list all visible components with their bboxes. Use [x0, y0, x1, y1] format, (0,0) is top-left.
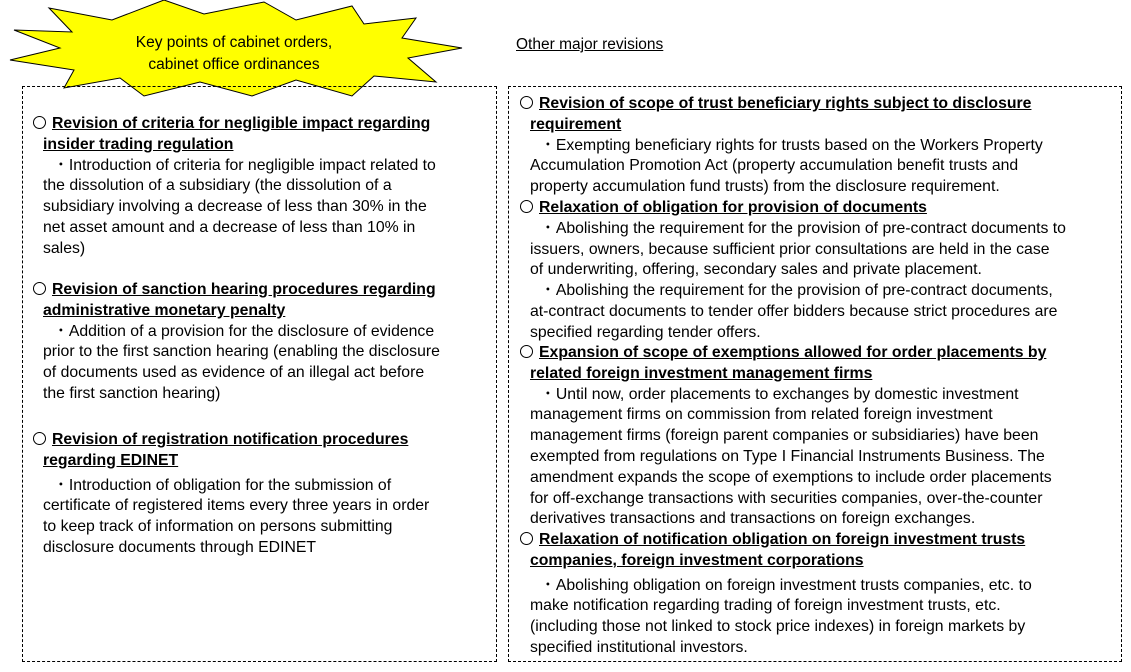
circle-bullet-icon [33, 282, 46, 295]
section-heading: Revision of scope of trust beneficiary rights subject to disclosure requirement [520, 94, 1118, 136]
right-section-trust-rights [520, 94, 1118, 198]
section-heading: Revision of registration notification procedures regarding EDINET [33, 430, 493, 472]
burst-line: cabinet office ordinances [148, 56, 320, 73]
left-section-edinet [33, 430, 493, 559]
left-section-insider-trading [33, 114, 493, 260]
section-body: ・ Introduction of obligation for the submission of certificate of registered items every three years in order to keep track of information on persons submitting disclosure documents through EDINET [33, 476, 493, 559]
section-body: ・ Addition of a provision for the disclosure of evidence prior to the first sanction hearing (enabling the disclosure of documents used as evidence of an illegal act before the first sanction hearing) [33, 322, 493, 405]
section-heading: Relaxation of notification obligation on foreign investment trusts companies, foreign investment corporations [520, 530, 1118, 572]
circle-bullet-icon [33, 116, 46, 129]
other-revisions-title: Other major revisions [516, 36, 664, 53]
section-heading: Relaxation of obligation for provision of documents [520, 198, 1118, 219]
right-section-documents [520, 198, 1118, 344]
circle-bullet-icon [33, 432, 46, 445]
circle-bullet-icon [520, 96, 533, 109]
section-heading: Expansion of scope of exemptions allowed for order placements by related foreign investment management firms [520, 343, 1118, 385]
section-body: ・ Until now, order placements to exchanges by domestic investment management firms on commission from related foreign investment management firms (foreign parent companies or subsidiaries) have been exempted from regulations on Type I Financial Instruments Business. The amendment expands the scope of exemptions to include order placements for off-exchange transactions with securities companies, over-the-counter derivatives transactions and transactions on foreign exchanges. [520, 385, 1118, 531]
left-section-sanction-hearing [33, 280, 493, 405]
section-heading: Revision of criteria for negligible impact regarding insider trading regulation [33, 114, 493, 156]
section-heading: Revision of sanction hearing procedures regarding administrative monetary penalty [33, 280, 493, 322]
circle-bullet-icon [520, 532, 533, 545]
circle-bullet-icon [520, 200, 533, 213]
section-body: ・ Exempting beneficiary rights for trusts based on the Workers Property Accumulation Promotion Act (property accumulation benefit trusts and property accumulation fund trusts) from the disclosure requirement. [520, 136, 1118, 198]
burst-line: Key points of cabinet orders, [135, 34, 333, 51]
burst-title [64, 32, 404, 76]
right-section-exemptions [520, 343, 1118, 530]
right-section-foreign-trusts [520, 530, 1118, 659]
section-body: ・ Abolishing obligation on foreign investment trusts companies, etc. to make notification regarding trading of foreign investment trusts, etc. (including those not linked to stock price indexes) in foreign markets by specified institutional investors. [520, 576, 1118, 659]
section-body: ・ Abolishing the requirement for the provision of pre-contract documents to issuers, owners, because sufficient prior consultations are held in the case of underwriting, offering, secondary sales and private placement. ・ Abolishing the requirement for the provision of pre-contract documents, at-contract documents to tender offer bidders because strict procedures are specified regarding tender offers. [520, 219, 1118, 344]
section-body: ・ Introduction of criteria for negligible impact related to the dissolution of a subsidiary (the dissolution of a subsidiary involving a decrease of less than 30% in the net asset amount and a decrease of less than 10% in sales) [33, 156, 493, 260]
circle-bullet-icon [520, 345, 533, 358]
